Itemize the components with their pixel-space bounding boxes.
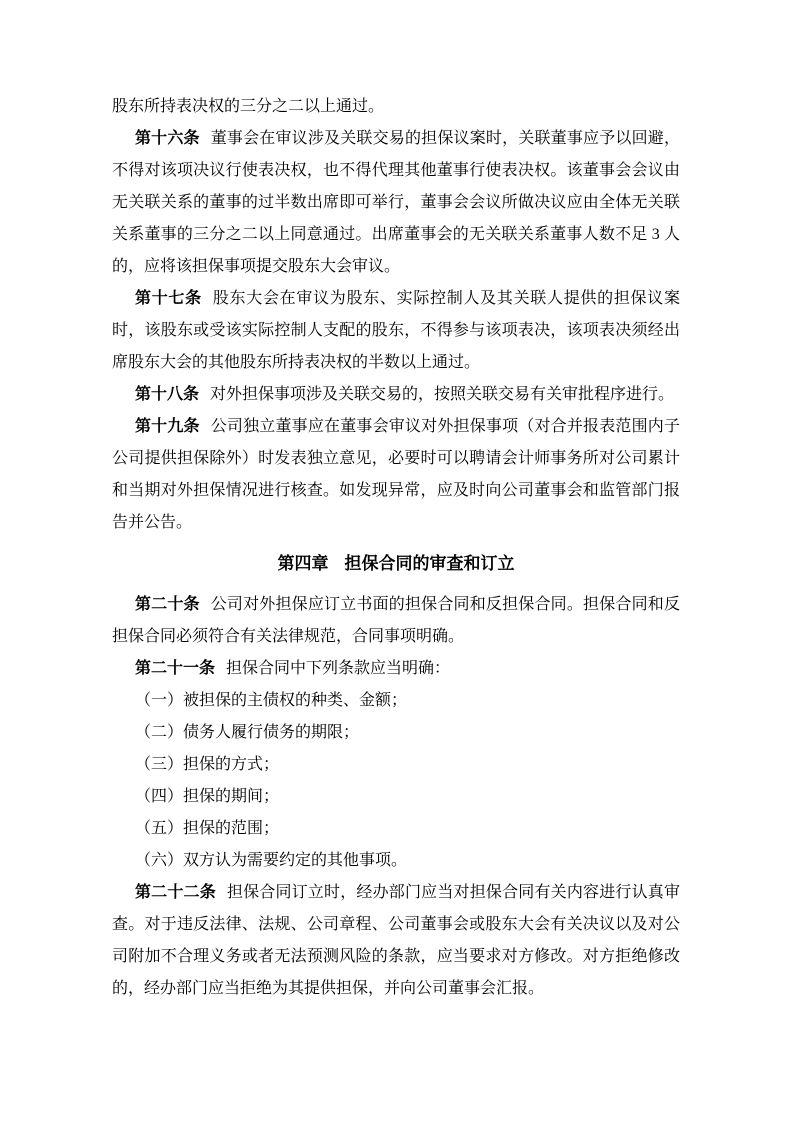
clause-text: （二）债务人履行债务的期限； xyxy=(135,724,360,741)
article-18-text: 对外担保事项涉及关联交易的，按照关联交易有关审批程序进行。 xyxy=(210,386,675,403)
article-19 xyxy=(112,411,680,539)
clause-item-2 xyxy=(112,717,680,749)
article-19-number: 第十九条 xyxy=(135,418,200,435)
paragraph-text: 股东所持表决权的三分之二以上通过。 xyxy=(112,98,385,115)
clause-text: （三）担保的方式； xyxy=(135,756,280,773)
article-18 xyxy=(112,379,680,411)
chapter-heading xyxy=(112,548,680,580)
clause-item-6 xyxy=(112,845,680,877)
article-21-text: 担保合同中下列条款应当明确： xyxy=(226,660,451,677)
article-17-number: 第十七条 xyxy=(135,290,202,307)
article-17-text: 股东大会在审议为股东、实际控制人及其关联人提供的担保议案时，该股东或受该实际控制人支配的股东，不得参与该项表决，该项表决须经出席股东大会的其他股东所持表决权的半数以上通过。 xyxy=(112,290,680,371)
article-20 xyxy=(112,589,680,653)
article-16 xyxy=(112,123,680,283)
clause-item-4 xyxy=(112,781,680,813)
paragraph-continuation xyxy=(112,91,680,123)
article-22 xyxy=(112,877,680,1005)
article-22-number: 第二十二条 xyxy=(135,884,216,901)
clause-text: （六）双方认为需要约定的其他事项。 xyxy=(135,852,408,869)
clause-item-5 xyxy=(112,813,680,845)
chapter-title: 担保合同的审查和订立 xyxy=(344,554,515,573)
chapter-number: 第四章 xyxy=(277,554,329,573)
article-20-number: 第二十条 xyxy=(135,596,200,613)
article-20-text: 公司对外担保应订立书面的担保合同和反担保合同。担保合同和反担保合同必须符合有关法律规范，合同事项明确。 xyxy=(112,596,680,645)
article-16-text: 董事会在审议涉及关联交易的担保议案时，关联董事应予以回避，不得对该项决议行使表决权，也不得代理其他董事行使表决权。该董事会会议由无关联关系的董事的过半数出席即可举行，董事会会议所做决议应由全体无关联关系董事的三分之二以上同意通过。出席董事会的无关联关系董事人数不足 3 人的，应将该担保事项提交股东大会审议。 xyxy=(112,130,680,275)
article-17 xyxy=(112,283,680,379)
article-19-text: 公司独立董事应在董事会审议对外担保事项（对合并报表范围内子公司提供担保除外）时发表独立意见，必要时可以聘请会计师事务所对公司累计和当期对外担保情况进行核查。如发现异常，应及时向公司董事会和监管部门报告并公告。 xyxy=(112,418,680,531)
article-21 xyxy=(112,653,680,685)
article-16-number: 第十六条 xyxy=(135,130,200,147)
article-18-number: 第十八条 xyxy=(135,386,200,403)
document-content xyxy=(112,91,680,1005)
clause-text: （五）担保的范围； xyxy=(135,820,280,837)
clause-text: （一）被担保的主债权的种类、金额； xyxy=(135,692,408,709)
clause-item-1 xyxy=(112,685,680,717)
clause-text: （四）担保的期间； xyxy=(135,788,280,805)
clause-item-3 xyxy=(112,749,680,781)
article-22-text: 担保合同订立时，经办部门应当对担保合同有关内容进行认真审查。对于违反法律、法规、公司章程、公司董事会或股东大会有关决议以及对公司附加不合理义务或者无法预测风险的条款，应当要求对方修改。对方拒绝修改的，经办部门应当拒绝为其提供担保，并向公司董事会汇报。 xyxy=(112,884,680,997)
article-21-number: 第二十一条 xyxy=(135,660,216,677)
